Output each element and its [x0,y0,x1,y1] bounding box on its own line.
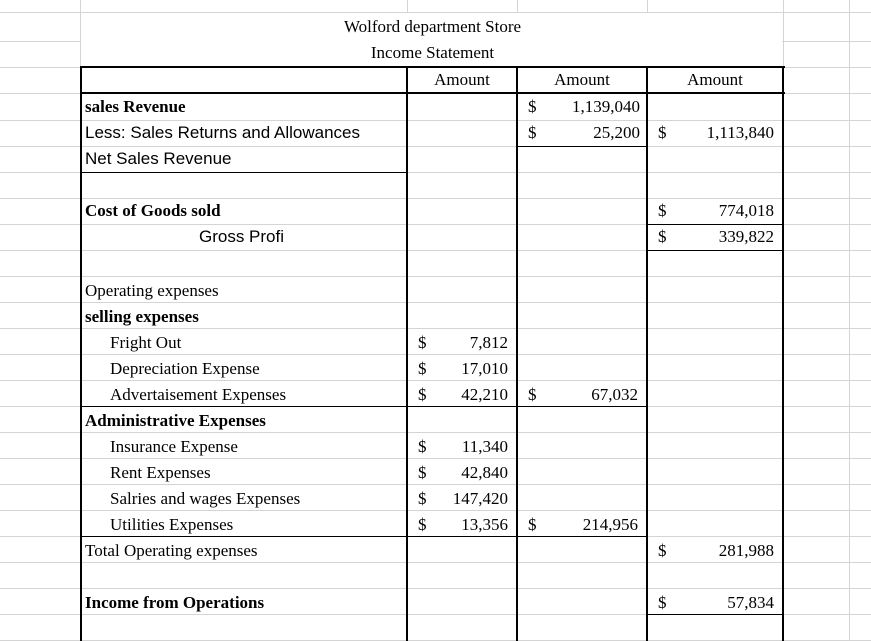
statement-title: Income Statement [370,43,495,62]
selling-total-amount: 67,032 [591,385,638,404]
currency-symbol: $ [418,437,427,456]
selling-expenses-label: selling expenses [85,307,199,326]
currency-symbol: $ [658,541,667,560]
utilities-label: Utilities Expenses [110,515,234,534]
insurance-amount: 11,340 [461,437,508,456]
income-from-operations-label: Income from Operations [85,593,265,612]
cogs-label: Cost of Goods sold [85,201,221,220]
total-operating-amount: 281,988 [718,541,774,560]
currency-symbol: $ [528,515,537,534]
currency-symbol: $ [528,123,537,142]
currency-symbol: $ [418,359,427,378]
column-header-amount-1: Amount [434,70,490,89]
currency-symbol: $ [658,593,667,612]
column-header-amount-3: Amount [687,70,743,89]
rent-amount: 42,840 [461,463,508,482]
column-header-amount-2: Amount [554,70,610,89]
currency-symbol: $ [418,333,427,352]
sales-revenue-amount: 1,139,040 [572,97,640,116]
sum-underline [647,250,783,251]
currency-symbol: $ [418,515,427,534]
grid-line [0,276,871,277]
freight-label: Fright Out [110,333,182,352]
currency-symbol: $ [418,489,427,508]
company-title: Wolford department Store [343,17,522,36]
grid-line [849,0,850,641]
advertisement-label: Advertaisement Expenses [110,385,287,404]
salaries-label: Salries and wages Expenses [110,489,301,508]
table-left-border [80,66,82,641]
table-right-border [782,66,784,641]
sum-underline [517,146,647,147]
currency-symbol: $ [528,97,537,116]
section-divider [80,172,407,173]
rent-label: Rent Expenses [110,463,211,482]
col2-left-border [516,66,518,641]
total-operating-label: Total Operating expenses [85,541,258,560]
advertisement-amount: 42,210 [461,385,508,404]
currency-symbol: $ [658,201,667,220]
sales-revenue-label: sales Revenue [85,97,186,116]
currency-symbol: $ [418,385,427,404]
returns-label: Less: Sales Returns and Allowances [85,123,360,142]
currency-symbol: $ [528,385,537,404]
income-from-operations-amount: 57,834 [727,593,774,612]
operating-expenses-label: Operating expenses [85,281,219,300]
net-sales-label: Net Sales Revenue [85,149,232,168]
utilities-amount: 13,356 [461,515,508,534]
col1-left-border [406,66,408,641]
administrative-expenses-label: Administrative Expenses [85,411,266,430]
administrative-total-amount: 214,956 [582,515,638,534]
net-sales-amount: 1,113,840 [706,123,774,142]
currency-symbol: $ [658,123,667,142]
depreciation-amount: 17,010 [461,359,508,378]
currency-symbol: $ [658,227,667,246]
currency-symbol: $ [418,463,427,482]
depreciation-label: Depreciation Expense [110,359,260,378]
gross-profit-label: Gross Profi [199,227,285,246]
insurance-label: Insurance Expense [110,437,238,456]
cogs-amount: 774,018 [718,201,774,220]
col3-left-border [646,66,648,641]
returns-amount: 25,200 [593,123,640,142]
salaries-amount: 147,420 [452,489,508,508]
gross-profit-amount: 339,822 [718,227,774,246]
freight-amount: 7,812 [469,333,508,352]
grid-line [0,588,871,589]
